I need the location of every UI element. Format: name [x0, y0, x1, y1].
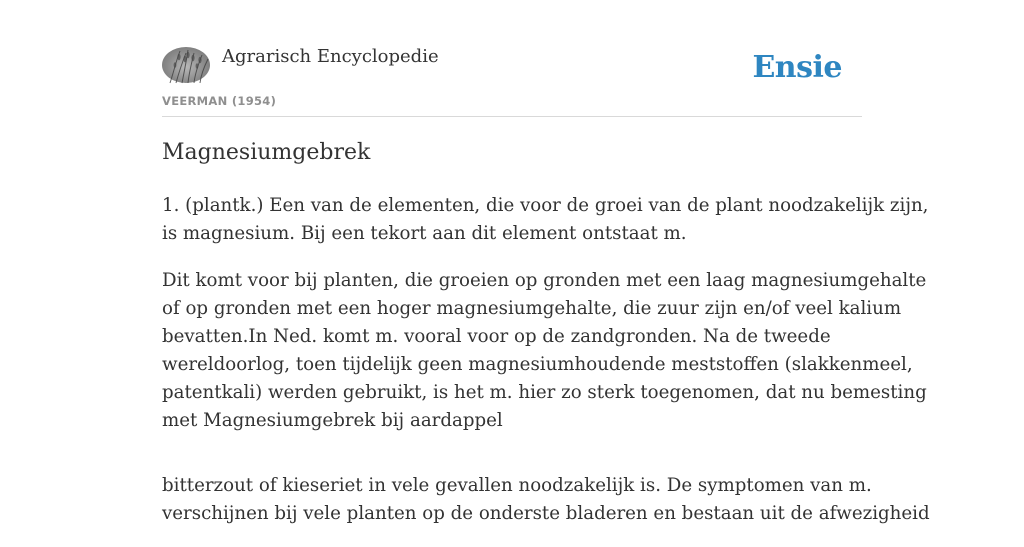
text-line: bevatten.In Ned. komt m. vooral voor op de zandgronden. Na de tweede	[162, 326, 831, 347]
article-title: Magnesiumgebrek	[162, 140, 371, 165]
page	[162, 0, 930, 524]
ensie-logo-link[interactable]: Ensie	[752, 50, 842, 85]
text-line: met Magnesiumgebrek bij aardappel	[162, 410, 503, 431]
book-title-link[interactable]: Agrarisch Encyclopedie	[222, 46, 439, 67]
text-line: bitterzout of kieseriet in vele gevallen noodzakelijk is. De symptomen van m.	[162, 475, 872, 496]
paragraph-1	[162, 192, 929, 248]
paragraph-3	[162, 472, 930, 528]
article-body	[162, 192, 930, 547]
paragraph-2	[162, 267, 927, 435]
text-line: 1. (plantk.) Een van de elementen, die voor de groei van de plant noodzakelijk zijn,	[162, 195, 929, 216]
header	[162, 0, 862, 117]
text-line: wereldoorlog, toen tijdelijk geen magnesiumhoudende meststoffen (slakkenmeel,	[162, 354, 913, 375]
text-line: patentkali) werden gebruikt, is het m. hier zo sterk toegenomen, dat nu bemesting	[162, 382, 927, 403]
wheat-illustration-icon[interactable]	[162, 47, 210, 83]
text-line: verschijnen bij vele planten op de onderste bladeren en bestaan uit de afwezigheid	[162, 503, 930, 524]
text-line: Dit komt voor bij planten, die groeien op gronden met een laag magnesiumgehalte	[162, 270, 927, 291]
text-line: of op gronden met een hoger magnesiumgehalte, die zuur zijn en/of veel kalium	[162, 298, 902, 319]
author-edition-label: VEERMAN (1954)	[162, 94, 277, 108]
text-line: is magnesium. Bij een tekort aan dit element ontstaat m.	[162, 223, 687, 244]
